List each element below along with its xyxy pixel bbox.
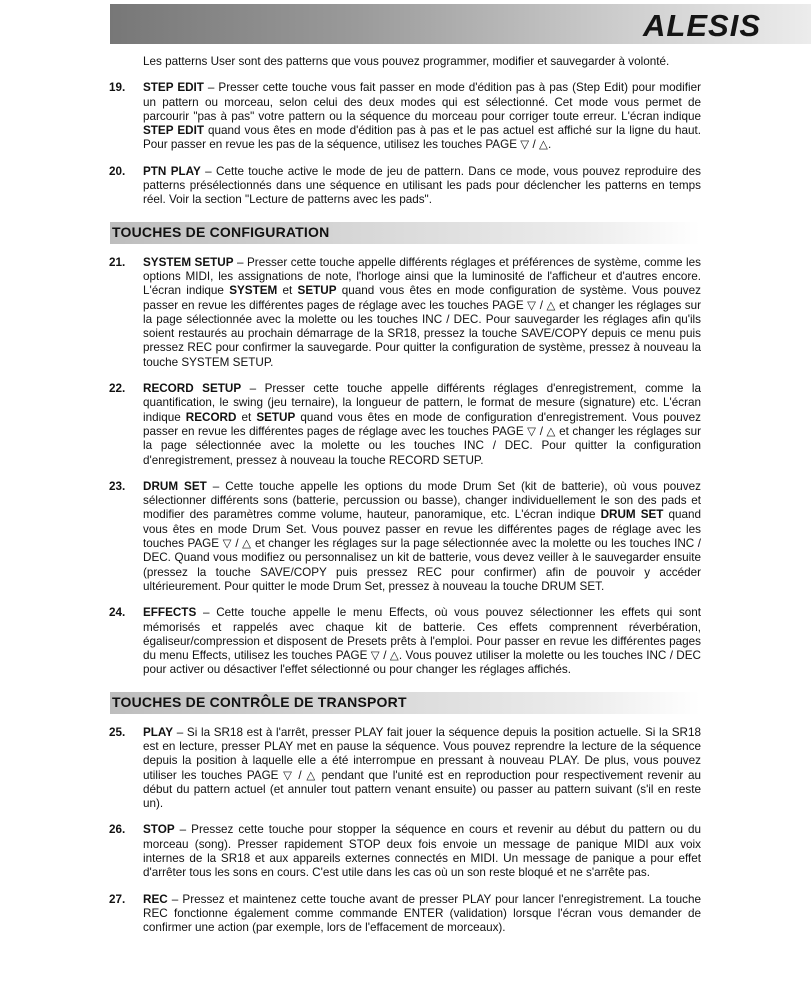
item-text: – Presser cette touche appelle différents réglages d'enregistrement, comme la quantification, le swing (jeu ternaire), la longueur de pattern, le format de mesure (signature) etc. L'écran indique (143, 382, 701, 424)
list-item-24 (109, 606, 701, 677)
item-number: 22. (109, 382, 126, 396)
intro-paragraph: Les patterns User sont des patterns que vous pouvez programmer, modifier et sauvegarder à volonté. (143, 55, 670, 68)
list-item-27 (109, 892, 701, 936)
item-text: – Presser cette touche vous fait passer en mode d'édition pas à pas (Step Edit) pour modifier un pattern ou morceau, selon celui des deux modes qui est sélectionné. Cet mode vous permet de parcourir "pas à pas" votre pattern ou la séquence du morceau pour corriger toute erreur. L'écran indique (143, 81, 701, 123)
item-number: 20. (109, 164, 126, 178)
list-item-21 (109, 255, 701, 370)
item-number: 26. (109, 823, 126, 837)
item-text: et (277, 284, 298, 298)
item-strong: SYSTEM (229, 284, 278, 298)
section-title: TOUCHES DE CONFIGURATION (112, 223, 330, 240)
item-text: – Cette touche active le mode de jeu de pattern. Dans ce mode, vous pouvez reproduire des patterns présélectionnés dans une séquence en utilisant les pads pour déclencher les patterns en temps réel. Voir la section "Lecture de patterns avec les pads". (143, 164, 701, 207)
alesis-logo: ALESIS (643, 8, 761, 43)
item-text: – Presser cette touche appelle différents réglages et préférences de système, comme les options MIDI, les assignations de note, l'horloge ainsi que la luminosité de l'afficheur et d'autres encore. L'écran indique (143, 255, 701, 298)
item-text: – Cette touche appelle les options du mode Drum Set (kit de batterie), où vous pouvez sélectionner différents sons (batterie, percussion ou basse), changer individuellement le son des pads et modifier des paramètres comme volume, hauteur, panoramique, etc. L'écran indique (143, 479, 701, 522)
item-title: STEP EDIT (143, 81, 204, 95)
item-title: PTN PLAY (143, 164, 201, 178)
item-title: EFFECTS (143, 606, 197, 620)
item-text: quand vous êtes en mode Drum Set. Vous pouvez passer en revue les différentes pages de réglage avec les touches PAGE ▽ / △ et changer les réglages sur la page sélectionnée avec la molette ou les touches INC / DEC. Quand vous modifiez ou personnalisez un kit de batterie, vous devez veiller à le sauvegarder ensuite (pressez la touche SAVE/COPY puis pressez REC pour confirmer) afin de pouvoir y accéder ultérieurement. Pour quitter le mode Drum Set, pressez à nouveau la touche DRUM SET. (143, 508, 701, 593)
item-text: quand vous êtes en mode d'édition pas à pas et le pas actuel est affiché sur la ligne du haut. Pour passer en revue les pas de la séquence, utilisez les touches PAGE ▽ / △. (143, 124, 702, 152)
item-title: STOP (143, 823, 175, 837)
item-title: REC (143, 892, 168, 906)
item-text: quand vous êtes en mode configuration de système. Vous pouvez passer en revue les différentes pages de réglage avec les touches PAGE ▽ / △ et changer les réglages sur la page sélectionnée avec la molette ou les touches INC / DEC. Pour sauvegarder les réglages afin qu'ils soient restaurés au prochain démarrage de la SR18, pressez la touche SAVE/COPY depuis ce menu puis pressez REC pour confirmer la sauvegarde. Pour quitter la configuration de système, pressez à nouveau la touche SYSTEM SETUP. (143, 284, 701, 369)
section-title: TOUCHES DE CONTRÔLE DE TRANSPORT (112, 693, 407, 710)
item-title: SYSTEM SETUP (143, 255, 234, 269)
item-text: – Cette touche appelle le menu Effects, où vous pouvez sélectionner les effets qui sont mémorisés et rappelés avec chaque kit de batterie. Ces effets comprennent réverbération, égaliseur/compression et disposent de Presets prêts à l'emploi. Pour passer en revue les différentes pages du menu Effects, utilisez les touches PAGE ▽ / △. Vous pouvez utiliser la molette ou les touches INC / DEC pour activer ou désactiver l'effet sélectionné ou pour changer les réglages affichés. (143, 606, 701, 677)
list-item-20 (109, 164, 701, 208)
section-heading-configuration (110, 222, 700, 244)
item-strong: RECORD (185, 410, 237, 424)
item-title: PLAY (143, 725, 174, 739)
item-strong: SETUP (256, 410, 296, 424)
item-strong: DRUM SET (600, 508, 664, 522)
item-text: et (236, 410, 257, 424)
item-title: RECORD SETUP (143, 382, 242, 396)
page-content (0, 55, 811, 936)
list-item-23 (109, 479, 701, 594)
item-number: 19. (109, 81, 126, 95)
item-text: – Pressez cette touche pour stopper la séquence en cours et revenir au début du pattern ou du morceau (song). Presser rapidement STOP deux fois envoie un message de panique MIDI aux voix internes de la SR18 et aux appareils externes connectés en MIDI. Un message de panique a pour effet d'arrêter tous les sons en cours. C'est utile dans les cas où un son reste bloqué et ne s'arrête pas. (143, 823, 701, 880)
item-number: 27. (109, 892, 126, 906)
list-item-25 (109, 725, 701, 812)
item-text: – Pressez et maintenez cette touche avant de presser PLAY pour lancer l'enregistrement. La touche REC fonctionne également comme commande ENTER (validation) lorsque l'écran vous demander de confirmer une action (par exemple, lors de l'effacement de morceaux). (143, 892, 701, 935)
item-strong: SETUP (297, 284, 337, 298)
item-title: DRUM SET (143, 479, 207, 493)
item-number: 25. (109, 725, 126, 739)
list-item-22 (109, 382, 701, 468)
section-heading-transport (110, 692, 700, 714)
item-number: 23. (109, 479, 126, 493)
item-text: quand vous êtes en mode de configuration d'enregistrement. Vous pouvez passer en revue les différentes pages de réglage avec les touches PAGE ▽ / △ et changer les réglages sur la page sélectionnée avec la molette ou les touches INC / DEC. Pour quitter la configuration d'enregistrement, pressez à nouveau la touche RECORD SETUP. (143, 410, 701, 467)
item-number: 21. (109, 255, 126, 269)
list-item-19 (109, 81, 702, 152)
list-item-26 (109, 823, 701, 880)
item-number: 24. (109, 606, 126, 620)
item-strong: STEP EDIT (143, 124, 204, 138)
item-text: – Si la SR18 est à l'arrêt, presser PLAY fait jouer la séquence depuis la position actuelle. Si la SR18 est en lecture, presser PLAY met en pause la séquence. Vous pouvez reprendre la lecture de la séquence depuis la position à laquelle elle a été interrompue en pressant à nouveau PLAY. De plus, vous pouvez utiliser les touches PAGE ▽ / △ pendant que l'unité est en reproduction pour respectivement revenir au début du pattern actuel (et annuler tout pattern venant ensuite) ou passer au pattern suivant (s'il en reste un). (143, 725, 701, 811)
